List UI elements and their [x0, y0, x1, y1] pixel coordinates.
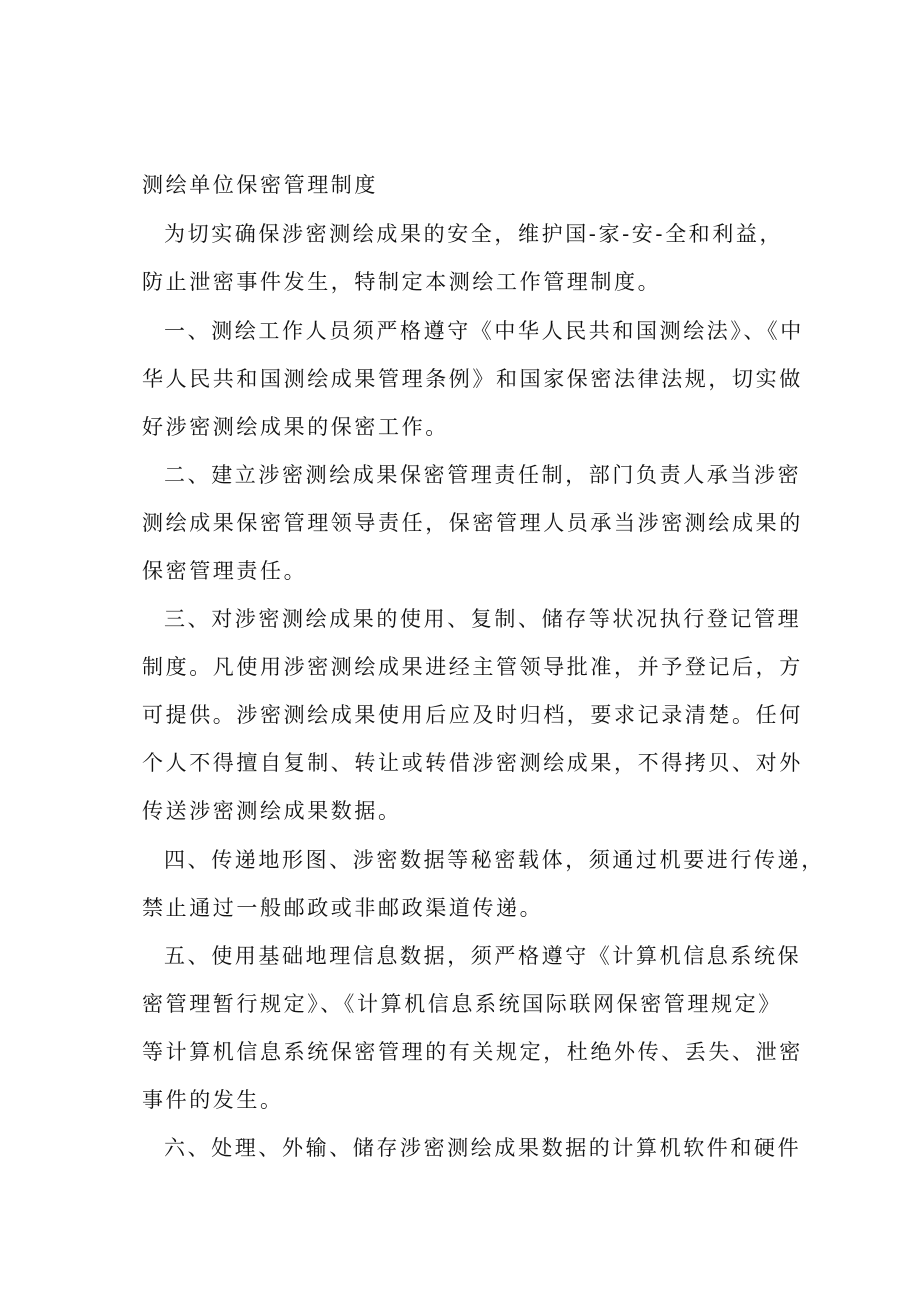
- clause-5-line-4: 事件的发生。: [142, 1088, 284, 1112]
- clause-4-line-2: 禁止通过一般邮政或非邮政渠道传递。: [142, 896, 544, 920]
- clause-5-line-1: 五、使用基础地理信息数据，须严格遵守《计算机信息系统保: [164, 944, 802, 968]
- clause-1-line-1: 一、测绘工作人员须严格遵守《中华人民共和国测绘法》、《中: [164, 319, 804, 343]
- clause-3-line-3: 可提供。涉密测绘成果使用后应及时归档，要求记录清楚。任何: [142, 703, 803, 727]
- clause-5-line-2: 密管理暂行规定》、《计算机信息系统国际联网保密管理规定》: [142, 992, 782, 1016]
- clause-3-line-1: 三、对涉密测绘成果的使用、复制、储存等状况执行登记管理: [164, 607, 802, 631]
- clause-2-line-2: 测绘成果保密管理领导责任，保密管理人员承当涉密测绘成果的: [142, 511, 803, 535]
- clause-4-line-1: 四、传递地形图、涉密数据等秘密载体，须通过机要进行传递，: [164, 848, 825, 872]
- clause-3-line-4: 个人不得擅自复制、转让或转借涉密测绘成果，不得拷贝、对外: [142, 751, 803, 775]
- clause-3-line-5: 传送涉密测绘成果数据。: [142, 799, 402, 823]
- document-title: 测绘单位保密管理制度: [142, 173, 378, 197]
- intro-line-2: 防止泄密事件发生，特制定本测绘工作管理制度。: [142, 270, 662, 294]
- clause-1-line-2: 华人民共和国测绘成果管理条例》和国家保密法律法规，切实做: [142, 367, 803, 391]
- clause-1-line-3: 好涉密测绘成果的保密工作。: [142, 415, 449, 439]
- clause-3-line-2: 制度。凡使用涉密测绘成果进经主管领导批准，并予登记后，方: [142, 655, 803, 679]
- clause-2-line-3: 保密管理责任。: [142, 559, 308, 583]
- clause-2-line-1: 二、建立涉密测绘成果保密管理责任制，部门负责人承当涉密: [164, 463, 802, 487]
- clause-6-line-1: 六、处理、外输、储存涉密测绘成果数据的计算机软件和硬件: [164, 1136, 802, 1160]
- intro-line-1: 为切实确保涉密测绘成果的安全，维护国-家-安-全和利益，: [164, 222, 784, 246]
- clause-5-line-3: 等计算机信息系统保密管理的有关规定，杜绝外传、丢失、泄密: [142, 1040, 803, 1064]
